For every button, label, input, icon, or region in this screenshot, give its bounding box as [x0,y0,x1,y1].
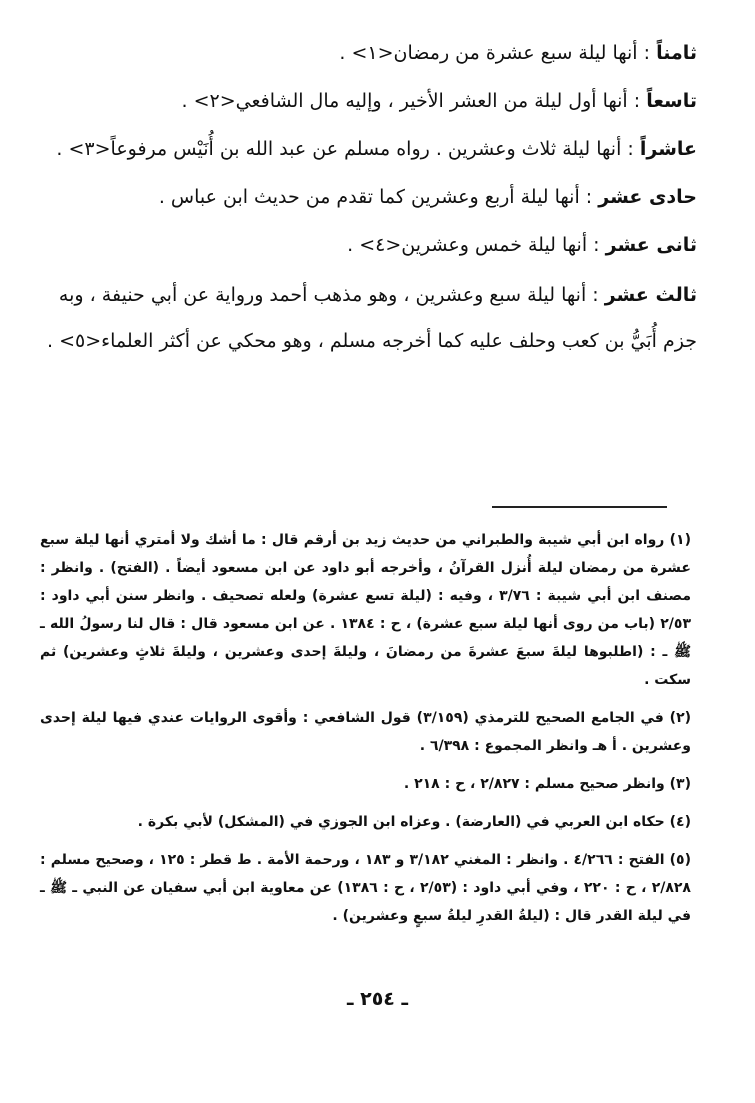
paragraph-lead: ثالث عشر [604,284,697,306]
footnote-3: (٣) وانظر صحيح مسلم : ٢/٨٢٧ ، ح : ٢١٨ . [403,776,691,792]
paragraph-lead: ثانى عشر [605,234,697,256]
paragraph-text: : أنها أول ليلة من العشر الأخير ، وإليه مال الشافعي<٢> . [181,90,641,112]
footnote-4: (٤) حكاه ابن العربي في (العارضة) . وعزاه ابن الجوزي في (المشكل) لأبي بكرة . [137,814,691,830]
paragraph-lead: عاشراً [639,138,697,160]
paragraph-ninth [40,86,697,116]
paragraph-eleventh [40,182,697,212]
paragraph-text: : أنها ليلة سبع عشرة من رمضان<١> . [339,42,651,64]
paragraph-tenth [40,134,697,164]
paragraph-lead: ثامناً [656,42,697,64]
paragraph-text: : أنها ليلة خمس وعشرين<٤> . [347,234,600,256]
footnotes [40,526,691,940]
footnote-5: (٥) الفتح : ٤/٢٦٦ . وانظر : المغني ٣/١٨٢ و ١٨٣ ، ورحمة الأمة . ط قطر : ١٢٥ ، وصحيح مسلم : ٢/٨٢٨ ، ح : ٢٢٠ ، وفي أبي داود : (٢/٥٣ ، ح : ١٣٨٦) عن معاوية ابن أبي سفيان عن النبي ـ ﷺ ـ في ليلة القدر قال : (ليلةُ القدرِ ليلةُ سبعٍ وعشرين) . [40,852,691,924]
paragraph-lead: حادى عشر [598,186,697,208]
paragraph-eighth [40,38,697,68]
footnote-1: (١) رواه ابن أبي شيبة والطبراني من حديث زيد بن أرقم قال : ما أشك ولا أمتري أنها ليلة سبع عشرة من رمضان ليلة أُنزل القرآنُ ، وأخرجه أبو داود عن ابن مسعود أيضاً . (الفتح) . وانظر : مصنف ابن أبي شيبة : ٣/٧٦ ، وفيه : (ليلة تسع عشرة) ولعله تصحيف . وانظر سنن أبي داود : ٢/٥٣ (باب من روى أنها ليلة سبع عشرة) ، ح : ١٣٨٤ . عن ابن مسعود قال : قال لنا رسولُ الله ـ ﷺ ـ : (اطلبوها ليلةَ سبعَ عشرةَ من رمضانَ ، وليلةَ إحدى وعشرين ، وليلةَ ثلاثٍ وعشرين) ثم سكت . [40,532,691,688]
paragraph-text: : أنها ليلة ثلاث وعشرين . رواه مسلم عن عبد الله بن أُنَيْس مرفوعاً<٣> . [56,138,634,160]
page-number: ـ ٢٥٤ ـ [346,988,408,1010]
footnote-2: (٢) في الجامع الصحيح للترمذي (٣/١٥٩) قول الشافعي : وأقوى الروايات عندي فيها ليلة إحدى وعشرين . أ هـ وانظر المجموع : ٦/٣٩٨ . [40,710,692,754]
paragraph-twelfth [40,230,697,260]
paragraph-thirteenth [40,272,697,364]
paragraph-text: : أنها ليلة أربع وعشرين كما تقدم من حديث ابن عباس . [158,186,593,208]
main-text [40,38,697,382]
footnote-divider [492,506,667,508]
paragraph-lead: تاسعاً [646,90,697,112]
paragraph-text: : أنها ليلة سبع وعشرين ، وهو مذهب أحمد ورواية عن أبي حنيفة ، وبه جزم أُبَيُّ بن كعب وحلف عليه كما أخرجه مسلم ، وهو محكي عن أكثر العلماء<٥> . [47,284,697,352]
